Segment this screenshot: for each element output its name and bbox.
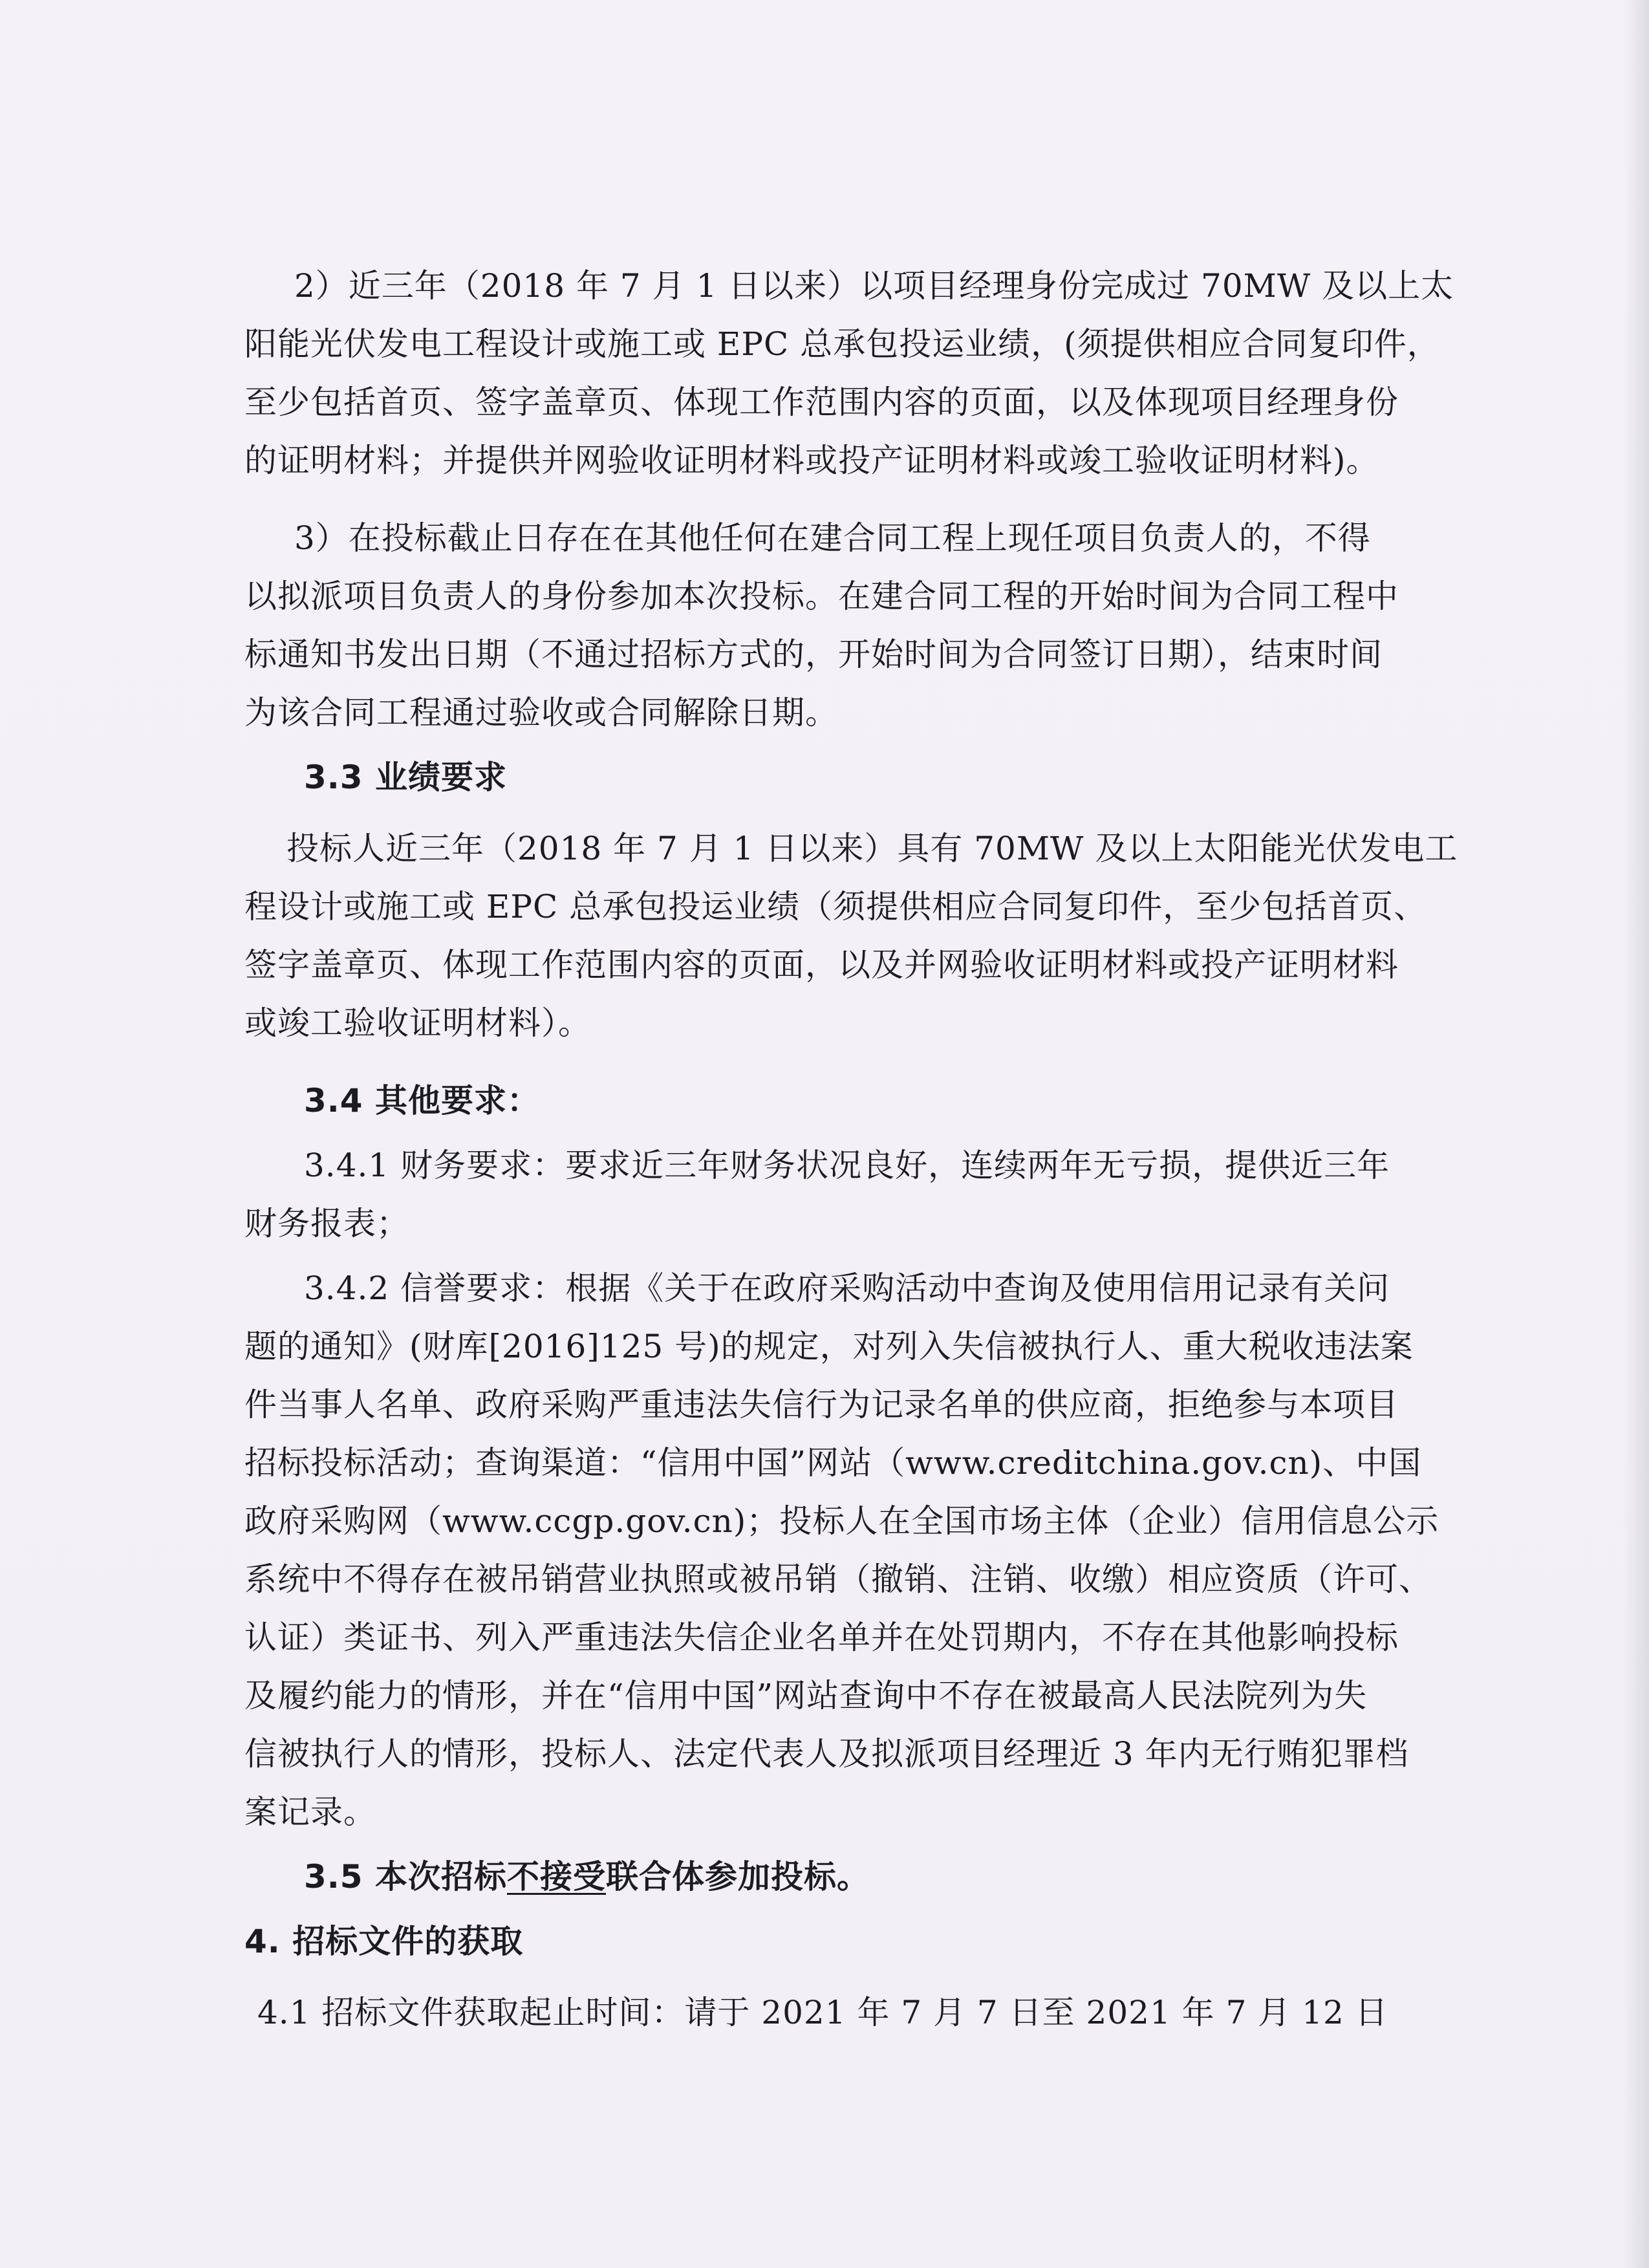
- text-line: 以拟派项目负责人的身份参加本次投标。在建合同工程的开始时间为合同工程中: [244, 578, 1399, 615]
- text-line: 财务报表；: [244, 1205, 409, 1242]
- text-line: 投标人近三年（2018 年 7 月 1 日以来）具有 70MW 及以上太阳能光伏发电工: [286, 830, 1458, 867]
- section-heading-3-4: 3.4 其他要求：: [304, 1082, 540, 1119]
- text-line: 政府采购网（www.ccgp.gov.cn)；投标人在全国市场主体（企业）信用信息公示: [244, 1502, 1439, 1540]
- underlined-text: 不接受: [506, 1858, 606, 1895]
- text-line: 的证明材料；并提供并网验收证明材料或投产证明材料或竣工验收证明材料)。: [244, 442, 1379, 479]
- page-edge-shadow: [1623, 0, 1649, 2268]
- text-line: 为该合同工程通过验收或合同解除日期。: [244, 694, 838, 731]
- section-heading-4: 4. 招标文件的获取: [244, 1923, 524, 1960]
- text-line: 2）近三年（2018 年 7 月 1 日以来）以项目经理身份完成过 70MW 及以上太: [294, 267, 1454, 305]
- text-line: 3）在投标截止日存在在其他任何在建合同工程上现任项目负责人的，不得: [294, 519, 1371, 557]
- text-line: 题的通知》(财库[2016]125 号)的规定，对列入失信被执行人、重大税收违法案: [244, 1328, 1414, 1365]
- text-line: 件当事人名单、政府采购严重违法失信行为记录名单的供应商，拒绝参与本项目: [244, 1386, 1399, 1423]
- heading-text-before: 3.5 本次招标: [304, 1858, 507, 1895]
- text-line: 招标投标活动；查询渠道：“信用中国”网站（www.creditchina.gov.cn)、中国: [244, 1444, 1422, 1482]
- text-line: 4.1 招标文件获取起止时间：请于 2021 年 7 月 7 日至 2021 年 7 月 12 日: [257, 1994, 1388, 2031]
- text-line: 程设计或施工或 EPC 总承包投运业绩（须提供相应合同复印件，至少包括首页、: [244, 888, 1427, 925]
- text-line: 信被执行人的情形，投标人、法定代表人及拟派项目经理近 3 年内无行贿犯罪档: [244, 1735, 1409, 1773]
- text-line: 3.4.2 信誉要求：根据《关于在政府采购活动中查询及使用信用记录有关问: [304, 1269, 1390, 1307]
- text-line: 案记录。: [244, 1793, 376, 1831]
- section-heading-3-3: 3.3 业绩要求: [304, 759, 507, 796]
- heading-text-after: 联合体参加投标。: [605, 1858, 870, 1895]
- text-line: 签字盖章页、体现工作范围内容的页面，以及并网验收证明材料或投产证明材料: [244, 946, 1399, 984]
- section-heading-3-5: [304, 1857, 1442, 1896]
- text-line: 认证）类证书、列入严重违法失信企业名单并在处罚期内，不存在其他影响投标: [244, 1619, 1399, 1656]
- text-line: 及履约能力的情形，并在“信用中国”网站查询中不存在被最高人民法院列为失: [244, 1677, 1368, 1714]
- text-line: 系统中不得存在被吊销营业执照或被吊销（撤销、注销、收缴）相应资质（许可、: [244, 1561, 1432, 1598]
- text-line: 阳能光伏发电工程设计或施工或 EPC 总承包投运业绩，(须提供相应合同复印件，: [244, 325, 1440, 363]
- text-line: 或竣工验收证明材料）。: [244, 1004, 591, 1042]
- text-line: 标通知书发出日期（不通过招标方式的，开始时间为合同签订日期），结束时间: [244, 636, 1383, 673]
- text-line: 3.4.1 财务要求：要求近三年财务状况良好，连续两年无亏损，提供近三年: [304, 1147, 1390, 1184]
- text-line: 至少包括首页、签字盖章页、体现工作范围内容的页面，以及体现项目经理身份: [244, 383, 1399, 421]
